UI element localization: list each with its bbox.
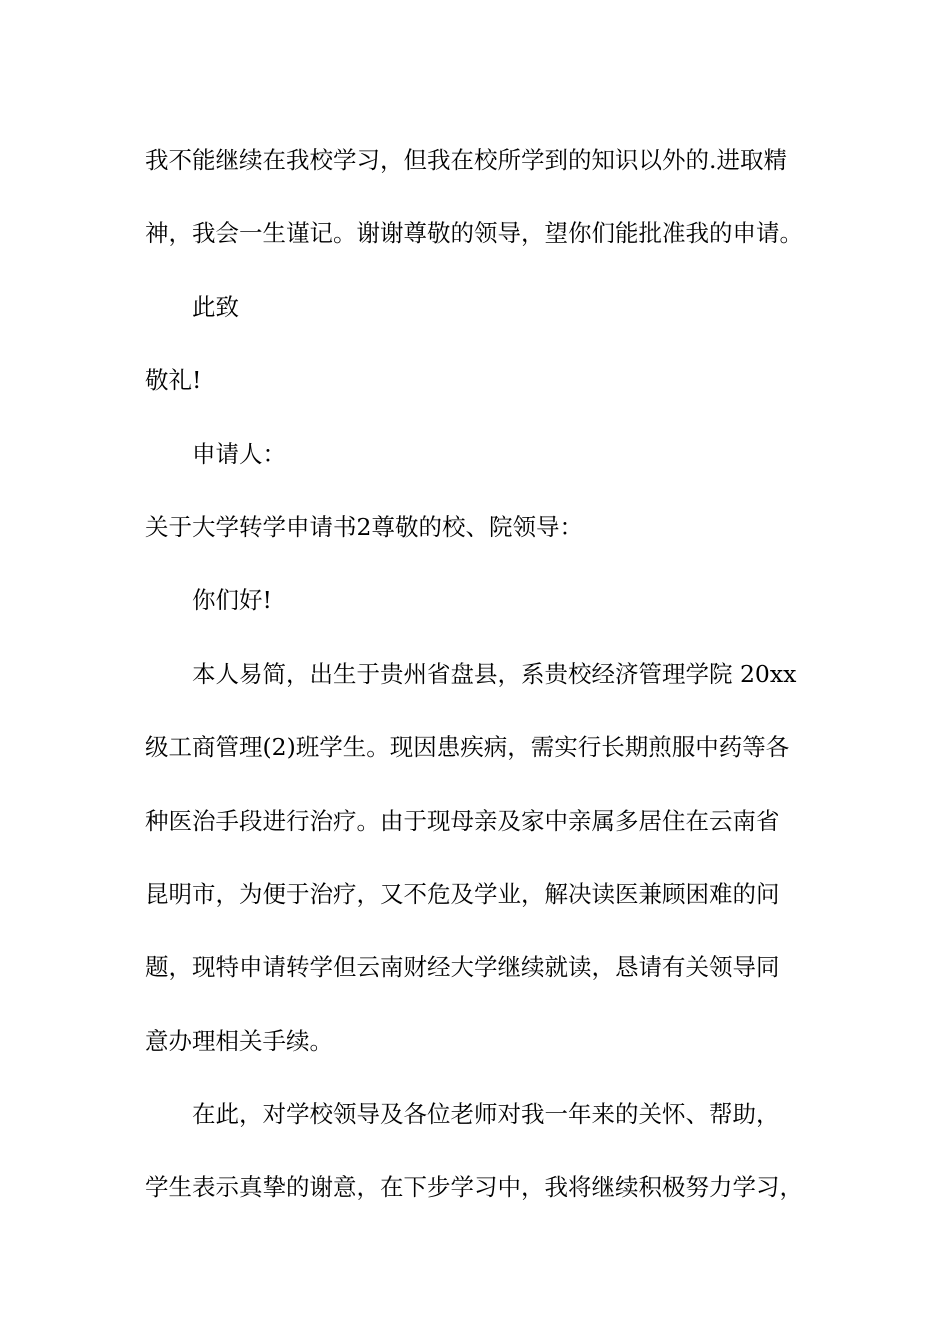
body-line: 昆明市，为便于治疗，又不危及学业，解决读医兼顾困难的问 bbox=[145, 879, 780, 908]
body-line: 学生表示真挚的谢意，在下步学习中，我将继续积极努力学习， bbox=[145, 1173, 803, 1202]
body-line: 在此，对学校领导及各位老师对我一年来的关怀、帮助， bbox=[192, 1100, 780, 1129]
body-line: 意办理相关手续。 bbox=[145, 1026, 333, 1055]
closing-regards: 敬礼! bbox=[145, 366, 202, 395]
body-line: 本人易简，出生于贵州省盘县，系贵校经济管理学院 20xx bbox=[192, 659, 797, 688]
closing-salutation: 此致 bbox=[192, 292, 239, 321]
body-line: 我不能继续在我校学习，但我在校所学到的知识以外的.进取精 bbox=[145, 146, 787, 174]
body-line: 级工商管理(2)班学生。现因患疾病，需实行长期煎服中药等各 bbox=[145, 733, 790, 762]
body-line: 神，我会一生谨记。谢谢尊敬的领导，望你们能批准我的申请。 bbox=[145, 219, 803, 248]
document-body bbox=[145, 124, 830, 1225]
applicant-label: 申请人： bbox=[192, 439, 286, 468]
body-line: 种医治手段进行治疗。由于现母亲及家中亲属多居住在云南省 bbox=[145, 806, 780, 835]
greeting: 你们好! bbox=[192, 586, 272, 615]
body-line: 题，现特申请转学但云南财经大学继续就读，恳请有关领导同 bbox=[145, 953, 780, 982]
section-heading: 关于大学转学申请书2尊敬的校、院领导： bbox=[145, 512, 583, 541]
